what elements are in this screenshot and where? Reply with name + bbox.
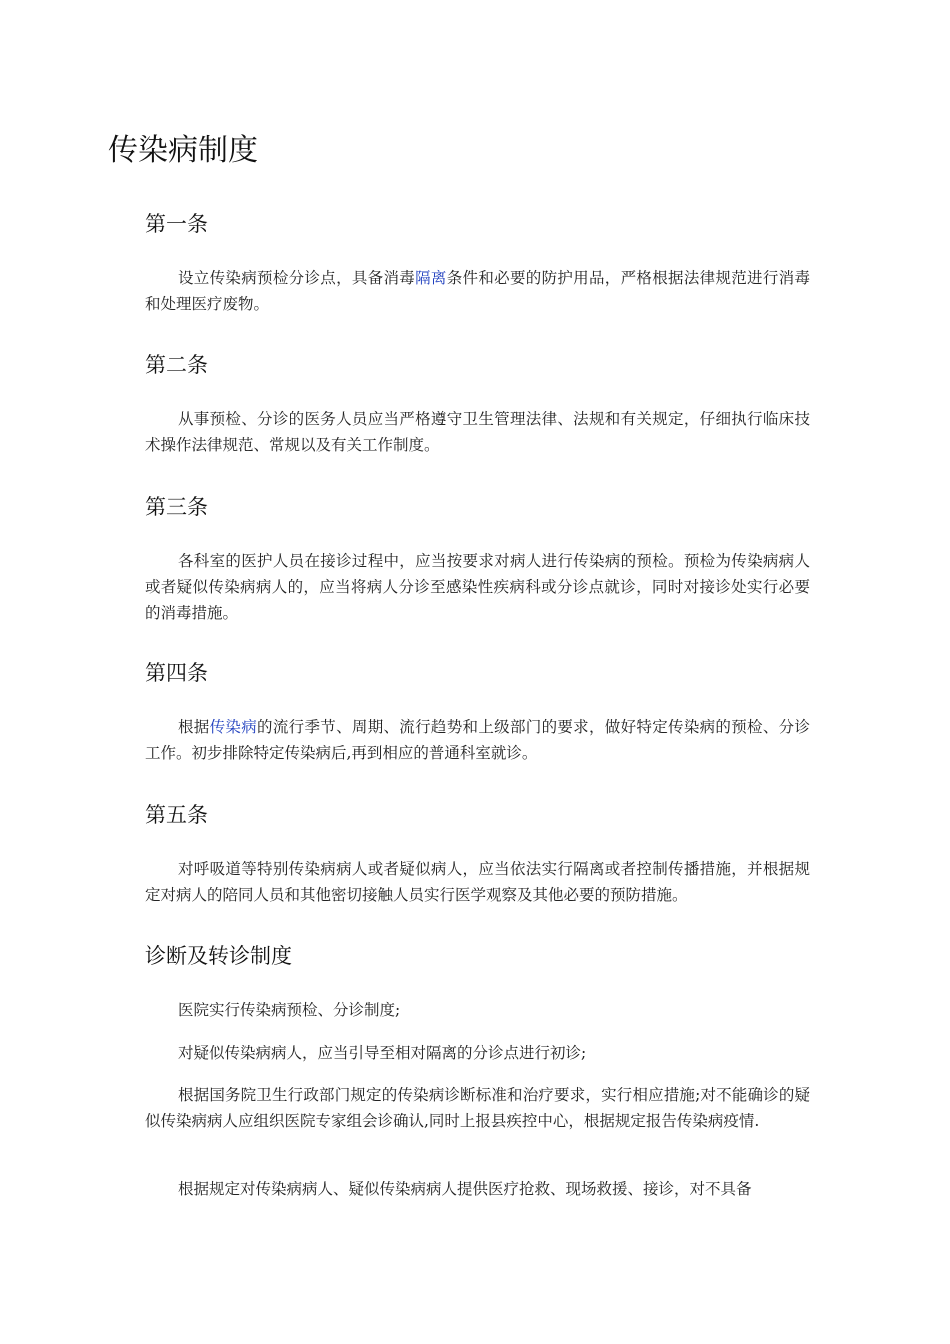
section-heading: 第三条: [145, 495, 208, 519]
body-text: 设立传染病预检分诊点，具备消毒: [178, 269, 416, 287]
body-text: 的流行季节、周期、流行趋势和上级部门的要求，做好特定传染病的预检、分诊工作。初步排除特定传染病后,再到相应的普通科室就诊。: [145, 718, 810, 762]
section-heading: 诊断及转诊制度: [145, 944, 292, 968]
section-heading: 第四条: [145, 661, 208, 685]
section-article-2: [145, 350, 810, 454]
section-body: [145, 856, 810, 908]
diagnosis-paragraph-3: 根据国务院卫生行政部门规定的传染病诊断标准和治疗要求，实行相应措施;对不能确诊的疑似传染病病人应组织医院专家组会诊确认,同时上报县疾控中心，根据规定报告传染病疫情.: [145, 1086, 810, 1130]
body-text: 各科室的医护人员在接诊过程中，应当按要求对病人进行传染病的预检。预检为传染病病人或者疑似传染病病人的，应当将病人分诊至感染性疾病科或分诊点就诊，同时对接诊处实行必要的消毒措施。: [145, 552, 810, 622]
section-article-4: [145, 658, 810, 762]
body-text: 条件和必要的防护用品，严格根据法律规范进行消毒和处理医疗废物。: [145, 269, 810, 313]
section-body: [145, 406, 810, 458]
section-article-3: [145, 492, 810, 622]
infectious-disease-link[interactable]: 传染病: [209, 718, 258, 736]
document-title: 传染病制度: [108, 133, 258, 168]
diagnosis-paragraph-2: 对疑似传染病病人，应当引导至相对隔离的分诊点进行初诊;: [178, 1044, 587, 1062]
section-heading: 第五条: [145, 803, 208, 827]
section-heading: 第一条: [145, 212, 208, 236]
diagnosis-paragraph-1: 医院实行传染病预检、分诊制度;: [178, 1001, 401, 1019]
section-heading: 第二条: [145, 353, 208, 377]
section-article-1: [145, 209, 810, 313]
section-body: [145, 548, 810, 626]
diagnosis-paragraph-4: 根据规定对传染病病人、疑似传染病病人提供医疗抢救、现场救援、接诊，对不具备: [178, 1180, 752, 1198]
section-article-5: [145, 800, 810, 904]
isolation-link[interactable]: 隔离: [415, 269, 447, 287]
body-text: 从事预检、分诊的医务人员应当严格遵守卫生管理法律、法规和有关规定，仔细执行临床技术操作法律规范、常规以及有关工作制度。: [145, 410, 810, 454]
section-body: [145, 265, 810, 317]
section-diagnosis-referral: [145, 941, 810, 971]
section-body: [145, 714, 810, 766]
body-text: 对呼吸道等特别传染病病人或者疑似病人，应当依法实行隔离或者控制传播措施，并根据规定对病人的陪同人员和其他密切接触人员实行医学观察及其他必要的预防措施。: [145, 860, 810, 904]
body-text: 根据: [178, 718, 210, 736]
